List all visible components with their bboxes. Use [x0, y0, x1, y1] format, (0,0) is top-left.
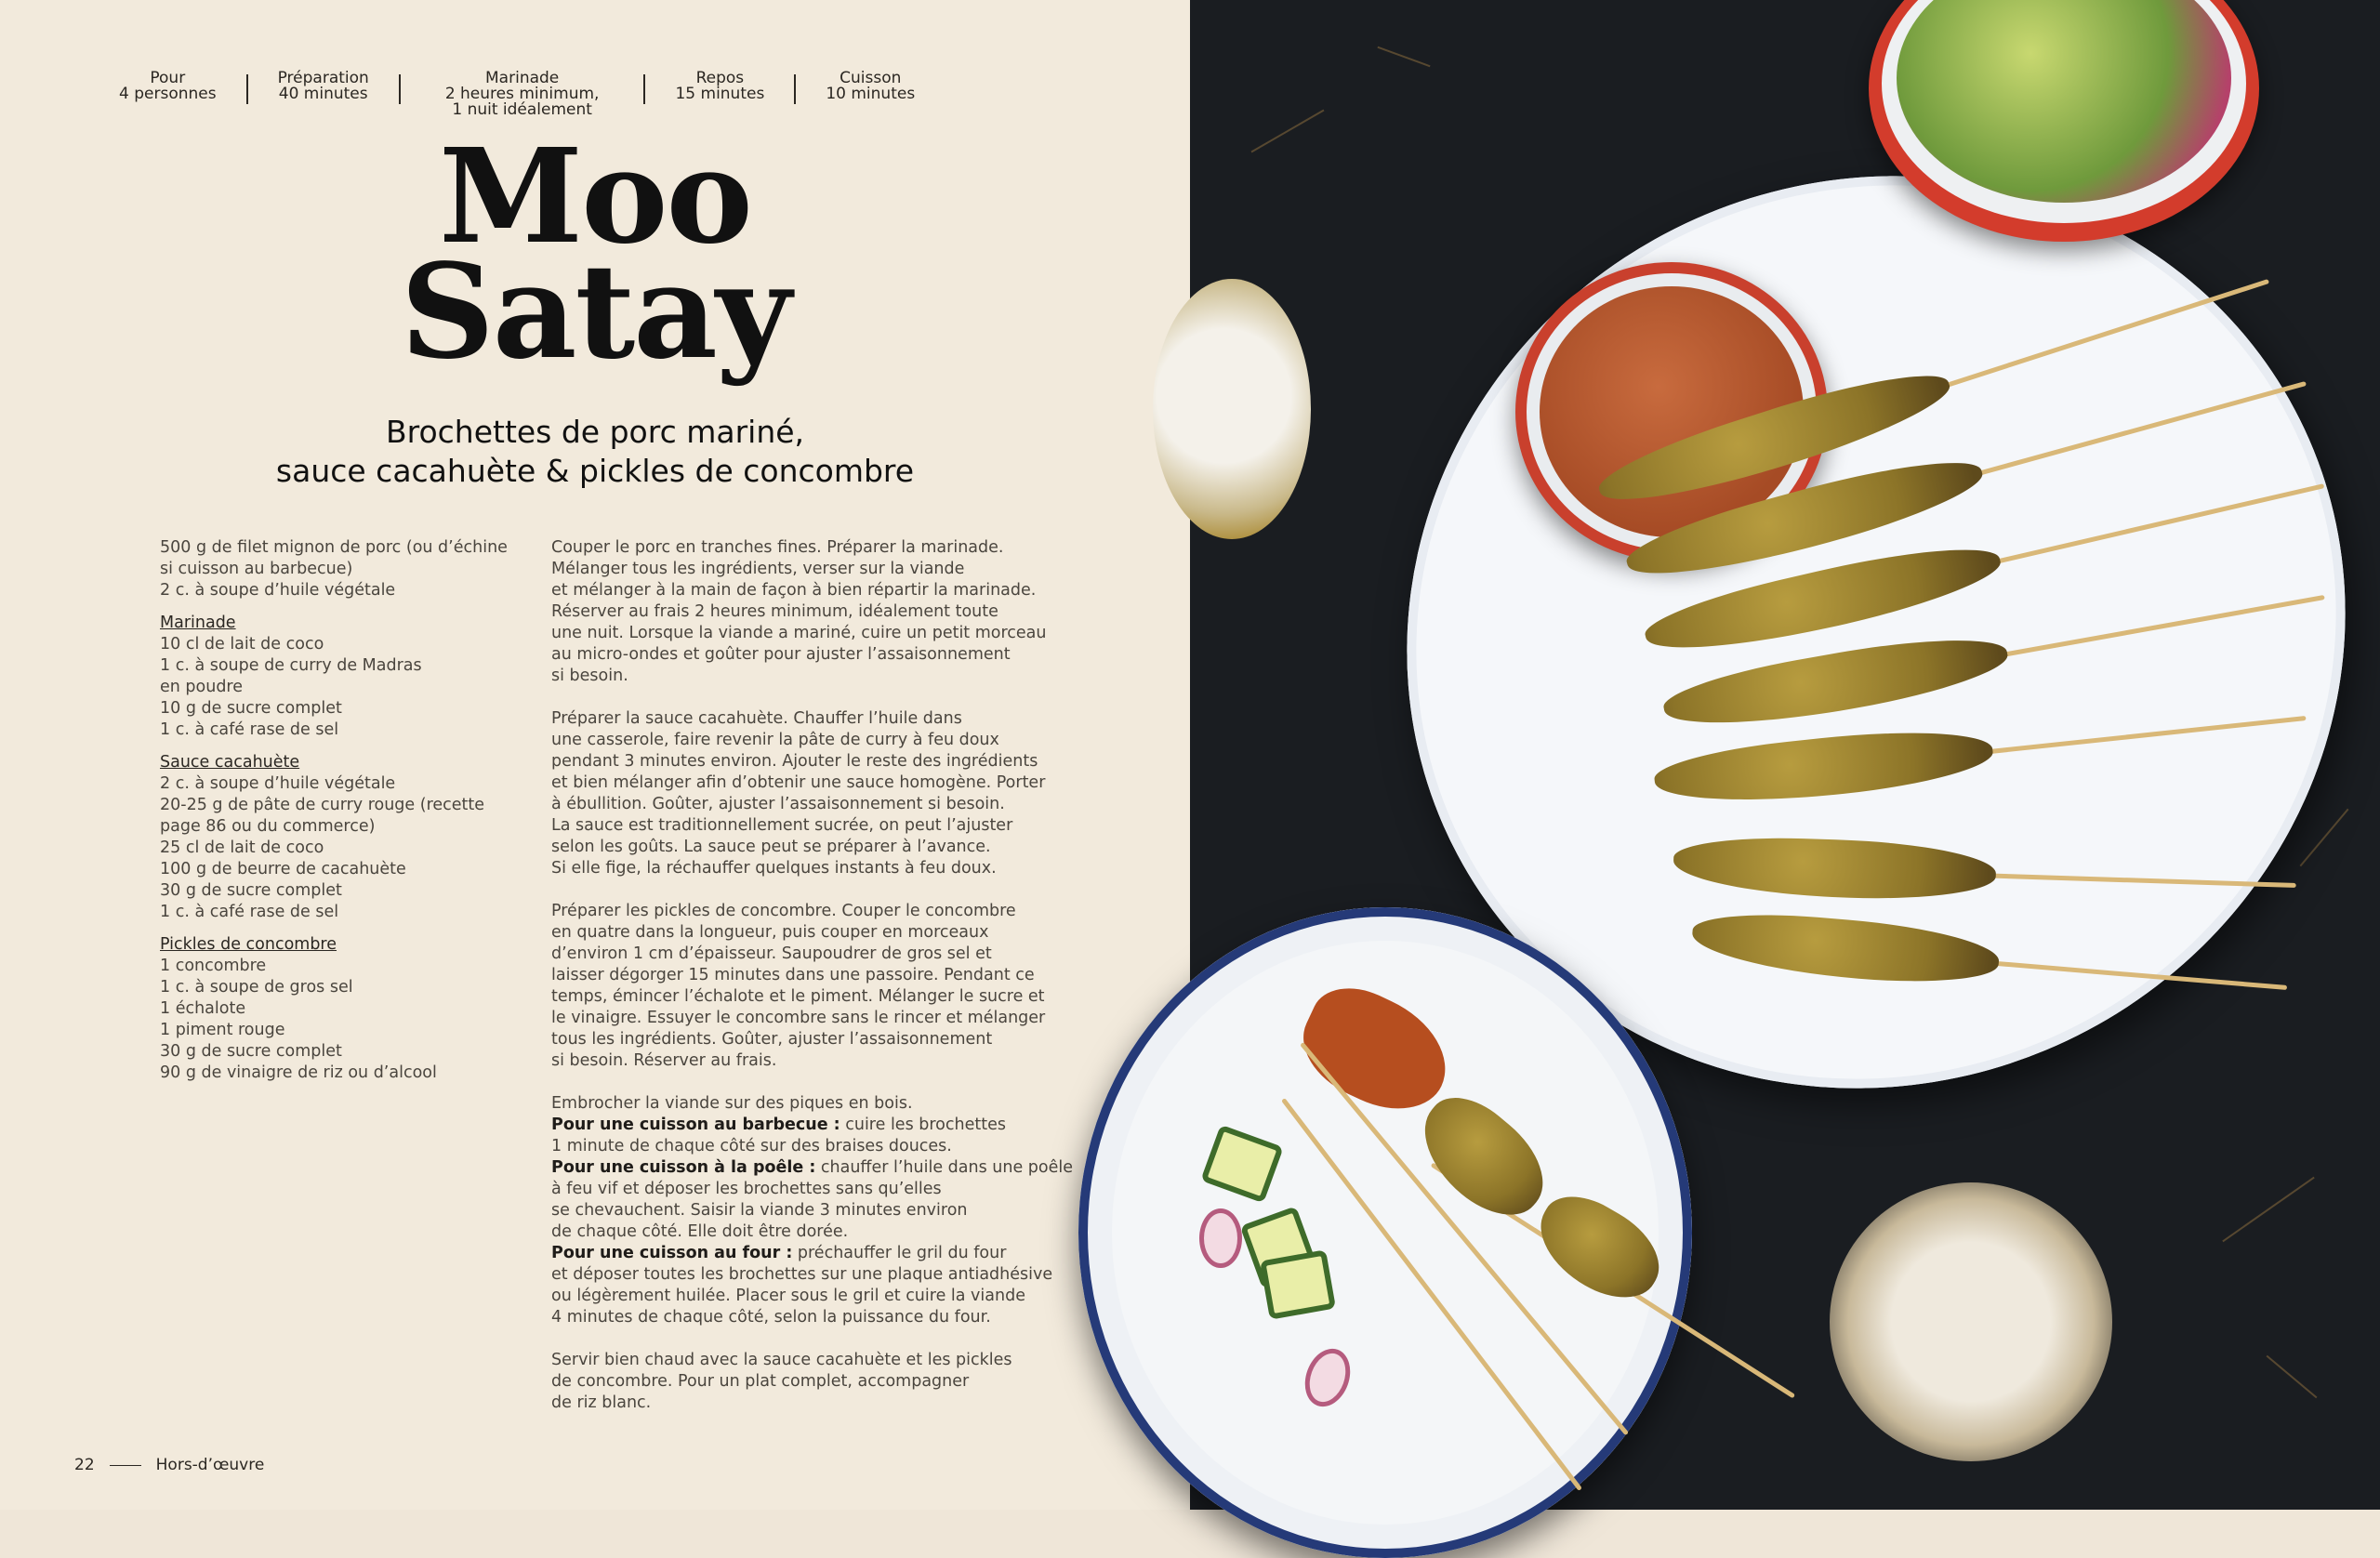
ingredient-line: 100 g de beurre de cacahuète	[160, 860, 406, 878]
meta-servings-value: 4 personnes	[119, 85, 217, 103]
oven-label: Pour une cuisson au four :	[551, 1244, 793, 1262]
recipe-subtitle-line-2: sauce cacahuète & pickles de concombre	[275, 453, 915, 489]
meta-marinade	[401, 71, 644, 118]
pickles-heading: Pickles de concombre	[160, 935, 337, 954]
step-line: en quatre dans la longueur, puis couper en morceaux	[551, 923, 989, 942]
step-line: Couper le porc en tranches fines. Préparer la marinade.	[551, 538, 1004, 557]
beer-glass-left	[1153, 279, 1311, 539]
ingredients-marinade	[160, 634, 513, 741]
meta-marinade-value-2: 1 nuit idéalement	[452, 100, 592, 119]
ingredients-base	[160, 537, 513, 601]
shallot-slice	[1199, 1208, 1242, 1268]
ingredient-line: 1 c. à café rase de sel	[160, 903, 339, 921]
ingredient-line: 1 échalote	[160, 999, 246, 1018]
section-name: Hors-d’œuvre	[155, 1456, 265, 1474]
step-line: pendant 3 minutes environ. Ajouter le reste des ingrédients	[551, 752, 1038, 771]
ingredient-line: page 86 ou du commerce)	[160, 817, 376, 836]
step-line: temps, émincer l’échalote et le piment. Mélanger le sucre et	[551, 987, 1045, 1006]
step-line: le vinaigre. Essuyer le concombre sans le rincer et mélanger	[551, 1009, 1046, 1027]
step-cooking	[551, 1093, 1072, 1328]
ingredient-line: 10 g de sucre complet	[160, 699, 342, 718]
table-scratch	[1377, 46, 1430, 67]
step-line: Embrocher la viande sur des piques en bois.	[551, 1094, 913, 1113]
ingredient-line: 20-25 g de pâte de curry rouge (recette	[160, 796, 485, 814]
step-line: Mélanger tous les ingrédients, verser sur la viande	[551, 560, 965, 578]
ingredient-line: 1 c. à soupe de curry de Madras	[160, 656, 422, 675]
recipe-page	[0, 0, 1190, 1510]
sauce-heading: Sauce cacahuète	[160, 753, 300, 772]
step-line: de chaque côté. Elle doit être dorée.	[551, 1222, 849, 1241]
meta-rest-value: 15 minutes	[675, 85, 765, 103]
table-scratch	[2267, 1355, 2318, 1399]
recipe-subtitle	[0, 413, 1190, 491]
recipe-subtitle-line-1: Brochettes de porc mariné,	[385, 414, 805, 450]
step-line-pan	[551, 1157, 1072, 1179]
meta-preparation	[248, 71, 399, 102]
ingredients-sauce	[160, 773, 513, 923]
step-line: Préparer la sauce cacahuète. Chauffer l’huile dans	[551, 709, 962, 728]
table-scratch	[2222, 1177, 2314, 1242]
meta-rest-label: Repos	[695, 69, 745, 87]
ingredient-line: si cuisson au barbecue)	[160, 560, 353, 578]
beer-glass-bottom	[1830, 1182, 2112, 1461]
step-serving	[551, 1350, 1072, 1414]
recipe-title	[0, 121, 1190, 389]
pan-label: Pour une cuisson à la poêle :	[551, 1158, 816, 1177]
step-line: à ébullition. Goûter, ajuster l’assaisonnement si besoin.	[551, 795, 1005, 813]
step-line: et déposer toutes les brochettes sur une plaque antiadhésive	[551, 1265, 1053, 1284]
ingredient-line: 1 piment rouge	[160, 1021, 285, 1039]
meta-marinade-value: 2 heures minimum,	[444, 85, 600, 103]
bbq-label: Pour une cuisson au barbecue :	[551, 1116, 840, 1134]
step-line: et mélanger à la main de façon à bien répartir la marinade.	[551, 581, 1037, 600]
ingredient-line: 30 g de sucre complet	[160, 1042, 342, 1061]
ingredient-line: 1 concombre	[160, 957, 267, 975]
table-scratch	[1251, 110, 1325, 153]
step-line: selon les goûts. La sauce peut se préparer à l’avance.	[551, 838, 991, 856]
meta-preparation-value: 40 minutes	[278, 85, 368, 103]
step-line: ou légèrement huilée. Placer sous le gril et cuire la viande	[551, 1287, 1025, 1305]
page-number: 22	[74, 1456, 95, 1474]
step-pickles	[551, 901, 1072, 1072]
meta-rest	[645, 71, 794, 102]
step-line: à feu vif et déposer les brochettes sans qu’elles	[551, 1180, 942, 1198]
meta-servings	[89, 71, 246, 102]
ingredients-pickles	[160, 956, 513, 1084]
oven-text: préchauffer le gril du four	[792, 1244, 1007, 1262]
step-line: une casserole, faire revenir la pâte de curry à feu doux	[551, 731, 999, 749]
step-line: tous les ingrédients. Goûter, ajuster l’assaisonnement	[551, 1030, 993, 1049]
recipe-title-line-2: Satay	[400, 236, 790, 389]
step-line: Réserver au frais 2 heures minimum, idéalement toute	[551, 602, 998, 621]
recipe-steps	[551, 537, 1072, 1435]
meta-marinade-label: Marinade	[485, 69, 560, 87]
step-line-oven	[551, 1243, 1072, 1264]
ingredient-line: 1 c. à café rase de sel	[160, 720, 339, 739]
step-line: au micro-ondes et goûter pour ajuster l’assaisonnement	[551, 645, 1011, 664]
marinade-heading: Marinade	[160, 614, 236, 632]
step-line: Servir bien chaud avec la sauce cacahuète et les pickles	[551, 1351, 1012, 1369]
page-footer	[74, 1456, 264, 1474]
step-marinade	[551, 537, 1072, 687]
step-line: 4 minutes de chaque côté, selon la puissance du four.	[551, 1308, 991, 1327]
step-line-bbq	[551, 1115, 1072, 1136]
step-line: de riz blanc.	[551, 1393, 652, 1412]
ingredient-line: 90 g de vinaigre de riz ou d’alcool	[160, 1063, 437, 1082]
meta-cooking-value: 10 minutes	[826, 85, 916, 103]
meta-cooking	[796, 71, 945, 102]
ingredients-list	[160, 537, 513, 1084]
cucumber-piece	[1260, 1249, 1336, 1320]
bbq-text: cuire les brochettes	[840, 1116, 1006, 1134]
step-line: Si elle fige, la réchauffer quelques instants à feu doux.	[551, 859, 997, 878]
ingredient-line: 500 g de filet mignon de porc (ou d’échine	[160, 538, 508, 557]
table-scratch	[2300, 809, 2349, 867]
ingredient-line: 2 c. à soupe d’huile végétale	[160, 774, 396, 793]
step-line: et bien mélanger afin d’obtenir une sauce homogène. Porter	[551, 773, 1046, 792]
step-line: si besoin.	[551, 667, 628, 685]
step-line: de concombre. Pour un plat complet, accompagner	[551, 1372, 970, 1391]
meta-preparation-label: Préparation	[277, 69, 369, 87]
pan-text: chauffer l’huile dans une poêle	[815, 1158, 1073, 1177]
ingredient-line: 10 cl de lait de coco	[160, 635, 324, 654]
ingredient-line: 2 c. à soupe d’huile végétale	[160, 581, 396, 600]
step-line: se chevauchent. Saisir la viande 3 minutes environ	[551, 1201, 968, 1220]
recipe-title-line-1: Moo	[439, 121, 751, 273]
step-line: d’environ 1 cm d’épaisseur. Saupoudrer de gros sel et	[551, 944, 992, 963]
meta-servings-label: Pour	[150, 69, 186, 87]
meta-cooking-label: Cuisson	[840, 69, 902, 87]
step-line: si besoin. Réserver au frais.	[551, 1051, 777, 1070]
step-line: La sauce est traditionnellement sucrée, on peut l’ajuster	[551, 816, 1013, 835]
ingredient-line: 1 c. à soupe de gros sel	[160, 978, 353, 997]
recipe-meta-row	[89, 71, 1103, 118]
step-line: 1 minute de chaque côté sur des braises douces.	[551, 1137, 952, 1155]
ingredient-line: 30 g de sucre complet	[160, 881, 342, 900]
ingredient-line: en poudre	[160, 678, 244, 696]
step-line: Préparer les pickles de concombre. Couper le concombre	[551, 902, 1016, 920]
step-line: une nuit. Lorsque la viande a mariné, cuire un petit morceau	[551, 624, 1047, 642]
footer-rule	[110, 1465, 141, 1466]
step-sauce	[551, 708, 1072, 879]
step-line: laisser dégorger 15 minutes dans une passoire. Pendant ce	[551, 966, 1035, 984]
ingredient-line: 25 cl de lait de coco	[160, 838, 324, 857]
